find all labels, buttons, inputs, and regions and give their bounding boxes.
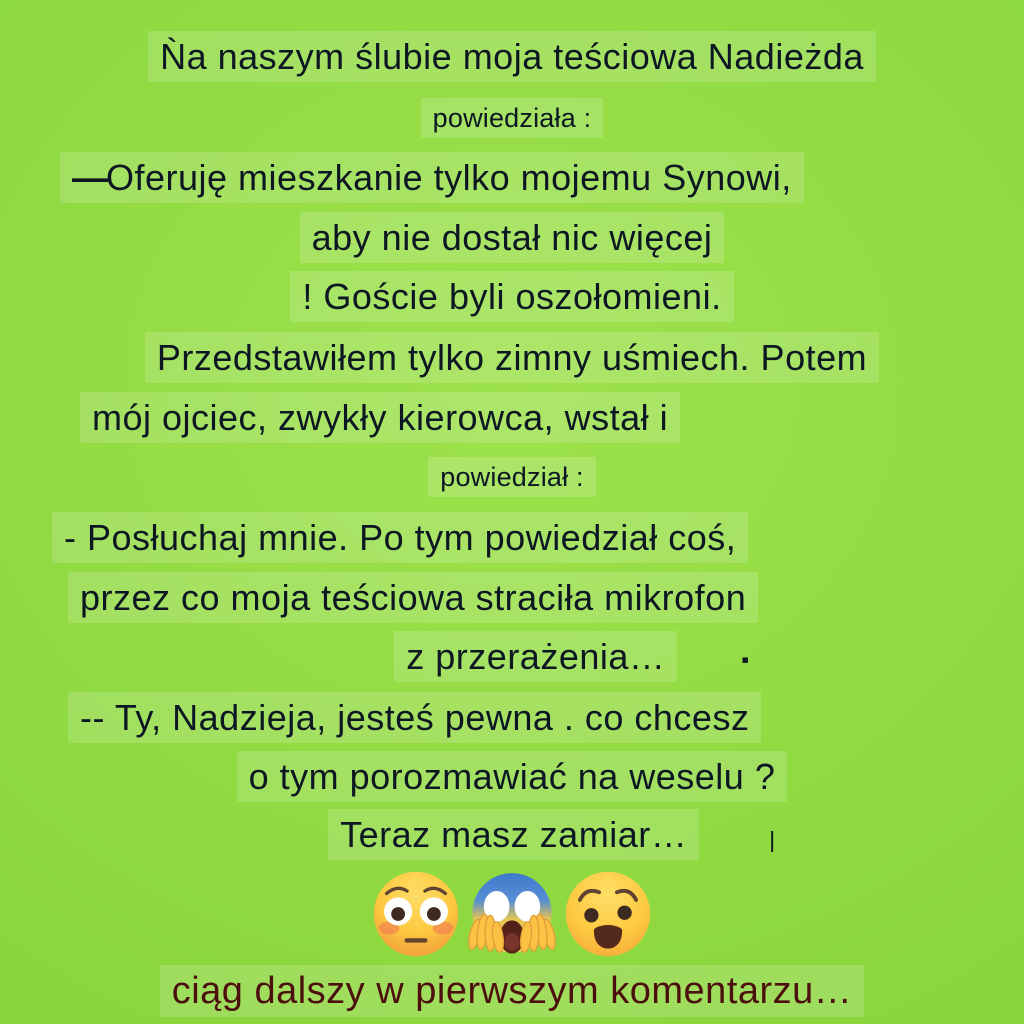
footer-text: ciąg dalszy w pierwszym komentarzu… [160,965,865,1017]
story-line-text: Oferuję mieszkanie tylko mojemu Synowi, [106,157,792,198]
story-line-text: -- Ty, Nadzieja, jesteś pewna . co chcesz [68,692,761,743]
continuation-footer [0,970,1024,1014]
story-line-text: o tym porozmawiać na weselu ? [237,751,788,802]
quote-dash: — [72,157,106,198]
story-line-1 [0,36,1024,77]
stray-tick-mark: | [770,827,775,852]
story-line-text: Teraz masz zamiar… [328,809,699,860]
story-line-14 [0,814,1024,855]
story-line-13 [0,756,1024,797]
story-line-text: powiedziała : [421,98,604,138]
story-line-11 [0,636,1024,677]
screaming-face-emoji [466,868,558,960]
story-line-12 [0,697,1024,738]
story-line-text: Przedstawiłem tylko zimny uśmiech. Potem [145,332,879,383]
story-line-text: powiedział : [428,457,595,497]
stray-dot-mark: ▪ [741,647,750,672]
story-line-5 [0,276,1024,317]
emoji-row [0,868,1024,960]
story-line-text: przez co moja teściowa straciła mikrofon [68,572,758,623]
story-line-9 [0,517,1024,558]
story-line-10 [0,577,1024,618]
story-line-text: - Posłuchaj mnie. Po tym powiedział coś, [52,512,748,563]
story-line-2 [0,103,1024,134]
story-line-8 [0,462,1024,493]
story-line-6 [0,337,1024,378]
story-line-text: aby nie dostał nic więcej [300,212,725,263]
story-line-text: mój ojciec, zwykły kierowca, wstał i [80,392,680,443]
story-line-text: z przerażenia… [394,631,677,682]
story-line-4 [0,217,1024,258]
story-line-7 [0,397,1024,438]
story-line-text: Ǹa naszym ślubie moja teściowa Nadieżda [148,31,876,82]
flushed-face-emoji [370,868,462,960]
anguished-face-emoji [562,868,654,960]
story-line-text: ! Goście byli oszołomieni. [290,271,733,322]
story-line-3 [0,157,1024,198]
